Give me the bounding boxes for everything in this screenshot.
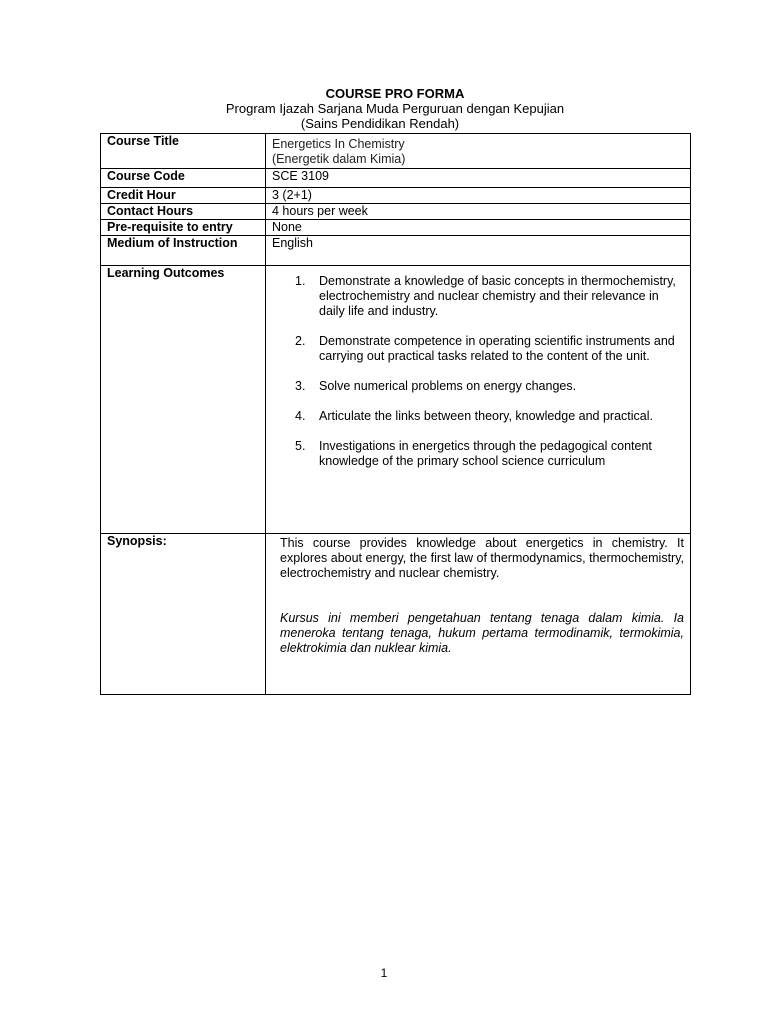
course-title-label: Course Title [101, 134, 266, 169]
course-title-en: Energetics In Chemistry [272, 137, 405, 151]
list-item-number: 4. [295, 409, 306, 423]
contact-hours-value: 4 hours per week [266, 204, 691, 220]
list-item [295, 439, 684, 469]
learning-outcomes-list [272, 274, 684, 469]
list-item-text: Articulate the links between theory, knowledge and practical. [319, 409, 653, 423]
document-title: COURSE PRO FORMA [325, 86, 465, 101]
row-credit-hour [101, 188, 691, 204]
row-medium [101, 236, 691, 266]
row-synopsis [101, 534, 691, 695]
row-learning-outcomes [101, 266, 691, 534]
page-number: 1 [380, 966, 388, 980]
list-item-text: Demonstrate a knowledge of basic concepts in thermochemistry, electrochemistry and nuclear chemistry and their relevance in daily life and industry. [319, 274, 676, 318]
row-contact-hours [101, 204, 691, 220]
program-name: Program Ijazah Sarjana Muda Perguruan dengan Kepujian [225, 101, 565, 116]
list-item-number: 3. [295, 379, 306, 393]
course-title-ms: (Energetik dalam Kimia) [272, 152, 406, 166]
list-item-text: Investigations in energetics through the pedagogical content knowledge of the primary school science curriculum [319, 439, 652, 468]
document-header [100, 86, 690, 131]
prerequisite-value: None [266, 220, 691, 236]
learning-outcomes-label: Learning Outcomes [101, 266, 266, 534]
list-item-number: 5. [295, 439, 306, 453]
synopsis-english: This course provides knowledge about energetics in chemistry. It explores about energy, the first law of thermodynamics, thermochemistry, electrochemistry and nuclear chemistry. [280, 536, 684, 580]
list-item-number: 1. [295, 274, 306, 288]
medium-label: Medium of Instruction [101, 236, 266, 266]
list-item [295, 274, 684, 319]
contact-hours-label: Contact Hours [101, 204, 266, 220]
prerequisite-label: Pre-requisite to entry [101, 220, 266, 236]
program-specialization: (Sains Pendidikan Rendah) [300, 116, 460, 131]
synopsis-cell [266, 534, 691, 695]
list-item-text: Demonstrate competence in operating scientific instruments and carrying out practical tasks related to the content of the unit. [319, 334, 675, 363]
row-course-code [101, 169, 691, 188]
course-code-label: Course Code [101, 169, 266, 188]
medium-value: English [266, 236, 691, 266]
learning-outcomes-cell [266, 266, 691, 534]
row-course-title [101, 134, 691, 169]
list-item-number: 2. [295, 334, 306, 348]
synopsis-malay: Kursus ini memberi pengetahuan tentang tenaga dalam kimia. Ia meneroka tentang tenaga, hukum pertama termodinamik, termokimia, elektrokimia dan nuklear kimia. [280, 611, 684, 655]
course-code-value: SCE 3109 [266, 169, 691, 188]
course-proforma-table [100, 133, 691, 695]
synopsis-label: Synopsis: [101, 534, 266, 695]
credit-hour-value: 3 (2+1) [266, 188, 691, 204]
course-title-value [266, 134, 691, 169]
list-item [295, 409, 684, 424]
credit-hour-label: Credit Hour [101, 188, 266, 204]
row-prerequisite [101, 220, 691, 236]
list-item-text: Solve numerical problems on energy changes. [319, 379, 577, 393]
list-item [295, 379, 684, 394]
list-item [295, 334, 684, 364]
